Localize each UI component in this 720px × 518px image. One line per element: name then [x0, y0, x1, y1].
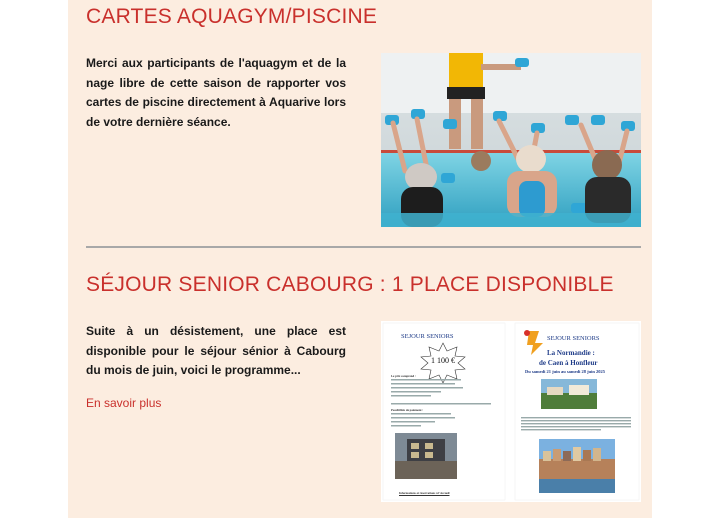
aquagym-photo: [381, 53, 641, 227]
flyer-right-heading: SEJOUR SENIORS: [547, 335, 600, 342]
read-more-link[interactable]: En savoir plus: [86, 396, 162, 410]
section-body-aquagym: Merci aux participants de l'aquagym et de la nage libre de cette saison de rapporter vos cartes de piscine directement à Aquarive lors de votre dernière séance.: [86, 56, 346, 129]
section-title-aquagym: CARTES AQUAGYM/PISCINE: [86, 5, 378, 28]
flyer-footer: Informations et réservations à l'Accueil: [399, 491, 450, 495]
section-title-sejour: SÉJOUR SENIOR CABOURG : 1 PLACE DISPONIBLE: [86, 273, 614, 296]
sejour-flyer[interactable]: [381, 321, 641, 502]
flyer-price: 1 100 €: [431, 356, 455, 365]
flyer-left-heading: SEJOUR SENIORS: [401, 333, 454, 340]
flyer-route: de Caen à Honfleur: [539, 359, 598, 367]
section-body-sejour: Suite à un désistement, une place est disponible pour le séjour sénior à Cabourg du mois de juin, voici le programme...: [86, 324, 346, 377]
flyer-region: La Normandie :: [547, 349, 595, 357]
flyer-price-includes: Le prix comprend :: [391, 374, 416, 378]
flyer-dates: Du samedi 21 juin au samedi 28 juin 2025: [525, 369, 606, 374]
flyer-payment: Possibilités de paiement :: [391, 408, 424, 412]
section-divider: [86, 246, 641, 248]
